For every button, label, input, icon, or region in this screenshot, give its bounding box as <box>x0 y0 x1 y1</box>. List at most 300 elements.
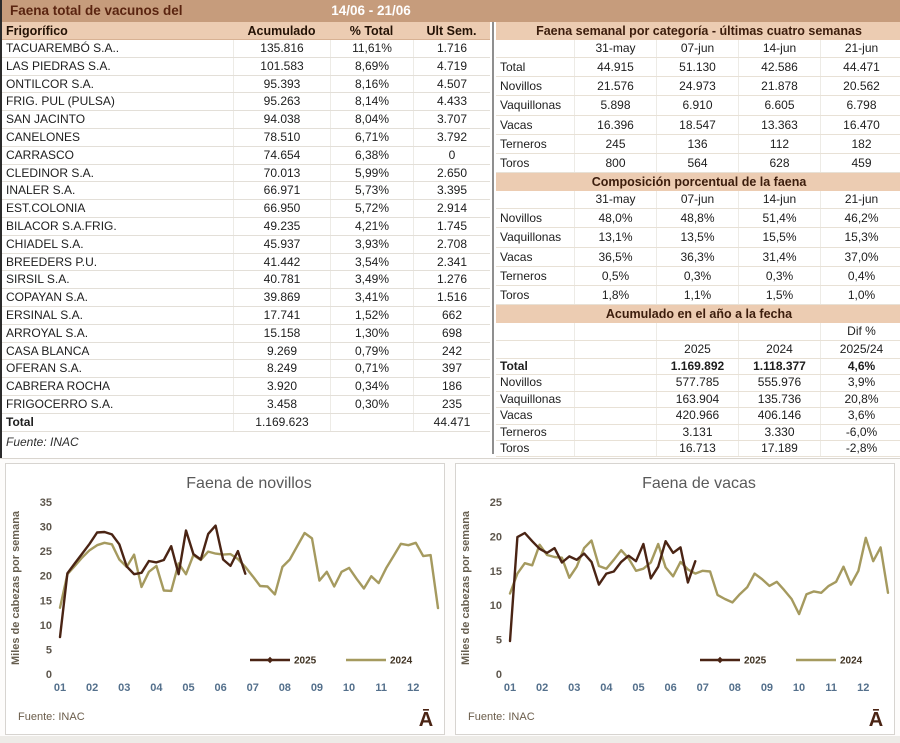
cell: ERSINAL S.A. <box>6 307 83 322</box>
cell: ONTILCOR S.A. <box>6 76 95 91</box>
cell: 95.263 <box>233 93 330 110</box>
table-source: Fuente: INAC <box>6 434 79 449</box>
charts-row <box>0 458 900 743</box>
cell: 5,73% <box>330 182 413 199</box>
cell <box>330 414 413 431</box>
report-title: Faena total de vacunos del <box>10 3 183 18</box>
cell: Novillos <box>500 375 543 390</box>
cell: CLEDINOR S.A. <box>6 165 95 180</box>
cell: 4.719 <box>413 58 490 75</box>
cell: 406.146 <box>738 408 820 423</box>
cell: 0,79% <box>330 343 413 360</box>
cell: 3,49% <box>330 271 413 288</box>
cell: 14-jun <box>738 191 820 208</box>
cell: 21.576 <box>574 77 656 95</box>
cell: 49.235 <box>233 218 330 235</box>
cell: 1,30% <box>330 325 413 342</box>
section-title: Acumulado en el año a la fecha <box>496 305 900 323</box>
cell: 628 <box>738 154 820 172</box>
table-body <box>2 40 490 432</box>
table-row <box>2 396 490 414</box>
cell: Terneros <box>500 136 547 151</box>
cell: Vaquillonas <box>500 98 562 113</box>
cell: 15.158 <box>233 325 330 342</box>
x-tick-label: 04 <box>150 682 163 694</box>
cell: 420.966 <box>656 408 738 423</box>
cell: 1,52% <box>330 307 413 324</box>
legend-label-2025: 2025 <box>294 655 317 667</box>
cell: 800 <box>574 154 656 172</box>
cell: 2.650 <box>413 165 490 182</box>
cell: Total <box>500 359 528 374</box>
cell: 13.363 <box>738 116 820 134</box>
cell: 136 <box>656 135 738 153</box>
cell: 397 <box>413 360 490 377</box>
cell: 14-jun <box>738 40 820 57</box>
cell: Toros <box>500 287 530 302</box>
cell: 45.937 <box>233 236 330 253</box>
y-tick-label: 25 <box>489 497 502 509</box>
cell: 1.169.892 <box>656 359 738 374</box>
cell: 94.038 <box>233 111 330 128</box>
table-row <box>2 129 490 147</box>
y-tick-label: 20 <box>489 531 502 544</box>
cell: Total <box>500 60 526 74</box>
cell <box>574 341 656 358</box>
cell: 3.792 <box>413 129 490 146</box>
cell: CHIADEL S.A. <box>6 236 84 251</box>
cell: 182 <box>820 135 900 153</box>
cell: 186 <box>413 378 490 395</box>
cell: 6,71% <box>330 129 413 146</box>
table-row <box>496 323 900 341</box>
series-2024-line <box>60 533 438 608</box>
table-row <box>2 254 490 272</box>
x-tick-label: 08 <box>278 682 291 694</box>
x-tick-label: 11 <box>375 682 387 694</box>
cell: 44.471 <box>413 414 490 431</box>
x-tick-label: 03 <box>118 682 131 694</box>
legend-label-2024: 2024 <box>840 655 863 667</box>
cell: 555.976 <box>738 375 820 390</box>
x-tick-label: 05 <box>632 682 645 694</box>
cell: 66.971 <box>233 182 330 199</box>
table-row <box>2 76 490 94</box>
cell: 11,61% <box>330 40 413 57</box>
table-row <box>496 191 900 209</box>
table-row <box>2 414 490 432</box>
x-tick-label: 09 <box>760 682 774 694</box>
cell: 15,3% <box>820 228 900 246</box>
cell: 16.713 <box>656 441 738 456</box>
slaughterhouse-table <box>2 22 490 449</box>
cell: 1,5% <box>738 286 820 304</box>
cell: 51,4% <box>738 209 820 227</box>
cell: 95.393 <box>233 76 330 93</box>
x-tick-label: 09 <box>310 682 324 694</box>
x-tick-label: 06 <box>214 682 227 694</box>
cell: 17.189 <box>738 441 820 456</box>
table-row <box>496 286 900 305</box>
chart-title: Faena de vacas <box>642 475 756 492</box>
chart-title: Faena de novillos <box>186 475 312 492</box>
cell: 3,41% <box>330 289 413 306</box>
cell: 3.920 <box>233 378 330 395</box>
cell: 235 <box>413 396 490 413</box>
table-row <box>496 77 900 96</box>
cell: 2025/24 <box>820 341 900 358</box>
corner-logo-glyph: Ā <box>418 709 434 731</box>
cell: INALER S.A. <box>6 183 76 198</box>
cell: 3,93% <box>330 236 413 253</box>
cell: 698 <box>413 325 490 342</box>
cell: 20,8% <box>820 392 900 407</box>
cell: 163.904 <box>656 392 738 407</box>
y-tick-label: 10 <box>489 600 502 613</box>
cell: 16.470 <box>820 116 900 134</box>
cell: 8.249 <box>233 360 330 377</box>
date-header-row <box>496 191 900 209</box>
cell: 41.442 <box>233 254 330 271</box>
cell: 3,54% <box>330 254 413 271</box>
cell: BREEDERS P.U. <box>6 254 98 269</box>
cell <box>574 359 656 374</box>
cell: 21-jun <box>820 191 900 208</box>
cell <box>656 323 738 340</box>
cell: -2,8% <box>820 441 900 456</box>
cell: 37,0% <box>820 248 900 266</box>
cell: 39.869 <box>233 289 330 306</box>
cell <box>574 323 656 340</box>
cell: EST.COLONIA <box>6 201 86 216</box>
cell: CABRERA ROCHA <box>6 379 111 394</box>
table-row <box>496 248 900 267</box>
cell: 1.169.623 <box>233 414 330 431</box>
cell: 4,6% <box>820 359 900 374</box>
novillos-line-chart <box>6 464 446 736</box>
y-tick-label: 5 <box>495 634 502 647</box>
x-tick-label: 07 <box>696 682 709 694</box>
cell: Dif % <box>820 323 900 340</box>
cell: 3,9% <box>820 375 900 390</box>
table-row <box>496 359 900 375</box>
ytd-table <box>496 305 900 457</box>
cell: 2.708 <box>413 236 490 253</box>
y-tick-label: 15 <box>489 565 502 578</box>
table-row <box>2 343 490 361</box>
cell: 74.654 <box>233 147 330 164</box>
cell: 66.950 <box>233 200 330 217</box>
cell: 3.330 <box>738 425 820 440</box>
section-title: Faena semanal por categoría - últimas cuatro semanas <box>496 22 900 40</box>
cell: 135.736 <box>738 392 820 407</box>
vacas-chart-panel <box>455 463 895 735</box>
y-tick-label: 35 <box>39 497 52 509</box>
legend-label-2024: 2024 <box>390 655 413 667</box>
cell: 0 <box>413 147 490 164</box>
cell: 6.910 <box>656 96 738 114</box>
x-tick-label: 08 <box>728 682 741 694</box>
table-row <box>2 307 490 325</box>
cell: 112 <box>738 135 820 153</box>
cell: Toros <box>500 155 530 170</box>
table-row <box>496 425 900 441</box>
cell: 13,5% <box>656 228 738 246</box>
cell: 1,8% <box>574 286 656 304</box>
section-title: Composición porcentual de la faena <box>496 173 900 191</box>
cell: LAS PIEDRAS S.A. <box>6 58 111 73</box>
cell: 20.562 <box>820 77 900 95</box>
cell: 1.276 <box>413 271 490 288</box>
table-body <box>496 58 900 173</box>
cell: 2.914 <box>413 200 490 217</box>
x-tick-label: 02 <box>85 682 99 694</box>
y-tick-label: 30 <box>39 521 52 534</box>
series-2025-line <box>60 526 245 638</box>
cell: 3.707 <box>413 111 490 128</box>
cell: 0,30% <box>330 396 413 413</box>
cell: SIRSIL S.A. <box>6 272 70 287</box>
cell: 1.516 <box>413 289 490 306</box>
table-row <box>496 40 900 58</box>
cell <box>738 323 820 340</box>
table-row <box>2 58 490 76</box>
cell <box>574 425 656 440</box>
cell: TACUAREMBÓ S.A.. <box>6 41 120 55</box>
y-tick-label: 20 <box>39 570 52 583</box>
table-row <box>496 135 900 154</box>
cell: 17.741 <box>233 307 330 324</box>
cell <box>574 392 656 407</box>
column-header: % Total <box>349 24 394 38</box>
cell: FRIGOCERRO S.A. <box>6 396 114 411</box>
cell: 13,1% <box>574 228 656 246</box>
table-row <box>2 182 490 200</box>
column-header: Acumulado <box>247 24 316 38</box>
table-row <box>496 228 900 247</box>
cell: 44.471 <box>820 58 900 76</box>
table-row <box>2 289 490 307</box>
vacas-line-chart <box>456 464 896 736</box>
table-row <box>2 165 490 183</box>
cell: 0,5% <box>574 267 656 285</box>
cell: 40.781 <box>233 271 330 288</box>
table-row <box>496 154 900 173</box>
x-tick-label: 12 <box>857 682 870 694</box>
novillos-chart-panel <box>5 463 445 735</box>
series-2024-line <box>510 538 888 614</box>
cell: 0,3% <box>738 267 820 285</box>
cell: SAN JACINTO <box>6 112 86 127</box>
cell: 36,3% <box>656 248 738 266</box>
composition-table <box>496 173 900 305</box>
cell: 51.130 <box>656 58 738 76</box>
cell: 16.396 <box>574 116 656 134</box>
cell: 459 <box>820 154 900 172</box>
cell: 1,0% <box>820 286 900 304</box>
table-row <box>2 200 490 218</box>
cell: Toros <box>500 441 530 456</box>
x-tick-label: 05 <box>182 682 195 694</box>
cell: 6.798 <box>820 96 900 114</box>
y-tick-label: 25 <box>39 546 52 559</box>
table-row <box>496 408 900 424</box>
x-tick-label: 04 <box>600 682 613 694</box>
cell: 662 <box>413 307 490 324</box>
cell: 07-jun <box>656 40 738 57</box>
table-row <box>2 271 490 289</box>
y-tick-label: 10 <box>39 619 52 632</box>
x-tick-label: 11 <box>825 682 837 694</box>
cell: 1.745 <box>413 218 490 235</box>
table-body <box>496 209 900 305</box>
cell: Vaquillonas <box>500 391 562 406</box>
table-row <box>2 378 490 396</box>
cell: 9.269 <box>233 343 330 360</box>
cell: 5,72% <box>330 200 413 217</box>
cell: 4.507 <box>413 76 490 93</box>
x-tick-label: 12 <box>407 682 420 694</box>
y-tick-label: 0 <box>45 669 52 681</box>
cell <box>496 40 574 57</box>
report-header-bar <box>2 0 900 22</box>
cell: 577.785 <box>656 375 738 390</box>
y-axis-label: Miles de cabezas por semana <box>460 510 472 666</box>
cell: Novillos <box>500 79 543 94</box>
cell: 2025 <box>656 341 738 358</box>
cell: 4.433 <box>413 93 490 110</box>
cell: 4,21% <box>330 218 413 235</box>
cell: FRIG. PUL (PULSA) <box>6 94 115 109</box>
cell: 31-may <box>574 40 656 57</box>
cell: 07-jun <box>656 191 738 208</box>
cell: 78.510 <box>233 129 330 146</box>
y-tick-label: 5 <box>45 644 52 657</box>
cell: 1.118.377 <box>738 359 820 374</box>
y-axis-label: Miles de cabezas por semana <box>10 510 22 666</box>
cell: 44.915 <box>574 58 656 76</box>
x-tick-label: 10 <box>792 682 806 694</box>
table-row <box>2 147 490 165</box>
cell: Vaquillonas <box>500 230 562 245</box>
cell: 3.131 <box>656 425 738 440</box>
table-row <box>2 236 490 254</box>
cell: 31,4% <box>738 248 820 266</box>
column-header: Frigorífico <box>6 24 68 38</box>
table-row <box>2 111 490 129</box>
cell: 42.586 <box>738 58 820 76</box>
cell: 5,99% <box>330 165 413 182</box>
table-row <box>2 218 490 236</box>
cell: 15,5% <box>738 228 820 246</box>
cell <box>574 408 656 423</box>
cell: 0,34% <box>330 378 413 395</box>
cell: 3.458 <box>233 396 330 413</box>
table-row <box>496 392 900 408</box>
cell: 0,4% <box>820 267 900 285</box>
cell: Terneros <box>500 424 547 439</box>
cell: Terneros <box>500 268 547 283</box>
x-tick-label: 01 <box>503 682 517 694</box>
cell: 8,04% <box>330 111 413 128</box>
y-tick-label: 0 <box>495 669 502 681</box>
cell <box>496 341 574 358</box>
cell: CANELONES <box>6 129 81 144</box>
table-row <box>496 96 900 115</box>
table-row <box>2 40 490 58</box>
column-header: Ult Sem. <box>426 24 477 38</box>
cell: Total <box>6 414 34 429</box>
x-tick-label: 06 <box>664 682 677 694</box>
cell: 8,16% <box>330 76 413 93</box>
legend-label-2025: 2025 <box>744 655 767 667</box>
cell: 135.816 <box>233 40 330 57</box>
table-row <box>496 58 900 77</box>
cell: CARRASCO <box>6 147 75 162</box>
cell: 8,69% <box>330 58 413 75</box>
legend-marker-icon <box>267 657 273 663</box>
cell: 101.583 <box>233 58 330 75</box>
table-row <box>496 267 900 286</box>
corner-logo-glyph: Ā <box>868 709 884 731</box>
cell: 8,14% <box>330 93 413 110</box>
cell: 3.395 <box>413 182 490 199</box>
cell <box>496 191 574 208</box>
x-tick-label: 03 <box>568 682 581 694</box>
table-row <box>496 209 900 228</box>
cell: 0,71% <box>330 360 413 377</box>
cell: 31-may <box>574 191 656 208</box>
cell: CASA BLANCA <box>6 343 90 358</box>
right-panel <box>496 22 900 457</box>
x-tick-label: 02 <box>535 682 549 694</box>
vertical-divider <box>492 22 494 454</box>
cell: 18.547 <box>656 116 738 134</box>
cell: Vacas <box>500 408 533 423</box>
weekly-table <box>496 22 900 173</box>
cell: 36,5% <box>574 248 656 266</box>
x-tick-label: 07 <box>246 682 259 694</box>
report-period: 14/06 - 21/06 <box>331 3 411 18</box>
cell: Novillos <box>500 211 543 226</box>
cell: 1.716 <box>413 40 490 57</box>
table-row <box>2 325 490 343</box>
cell: 48,0% <box>574 209 656 227</box>
cell: 21.878 <box>738 77 820 95</box>
cell <box>496 323 574 340</box>
cell: 1,1% <box>656 286 738 304</box>
ytd-header-rows <box>496 323 900 359</box>
chart-source: Fuente: INAC <box>468 711 535 723</box>
cell: 2.341 <box>413 254 490 271</box>
table-row <box>496 375 900 391</box>
legend-marker-icon <box>717 657 723 663</box>
cell: OFERAN S.A. <box>6 361 83 376</box>
cell: 6,38% <box>330 147 413 164</box>
cell: Vacas <box>500 117 533 132</box>
table-row <box>2 360 490 378</box>
x-tick-label: 01 <box>53 682 67 694</box>
cell: 564 <box>656 154 738 172</box>
chart-source: Fuente: INAC <box>18 711 85 723</box>
cell: 46,2% <box>820 209 900 227</box>
cell: 21-jun <box>820 40 900 57</box>
table-row <box>496 341 900 359</box>
table-header-row <box>2 22 490 40</box>
cell: Vacas <box>500 249 533 264</box>
cell: COPAYAN S.A. <box>6 290 89 305</box>
cell: 3,6% <box>820 408 900 423</box>
